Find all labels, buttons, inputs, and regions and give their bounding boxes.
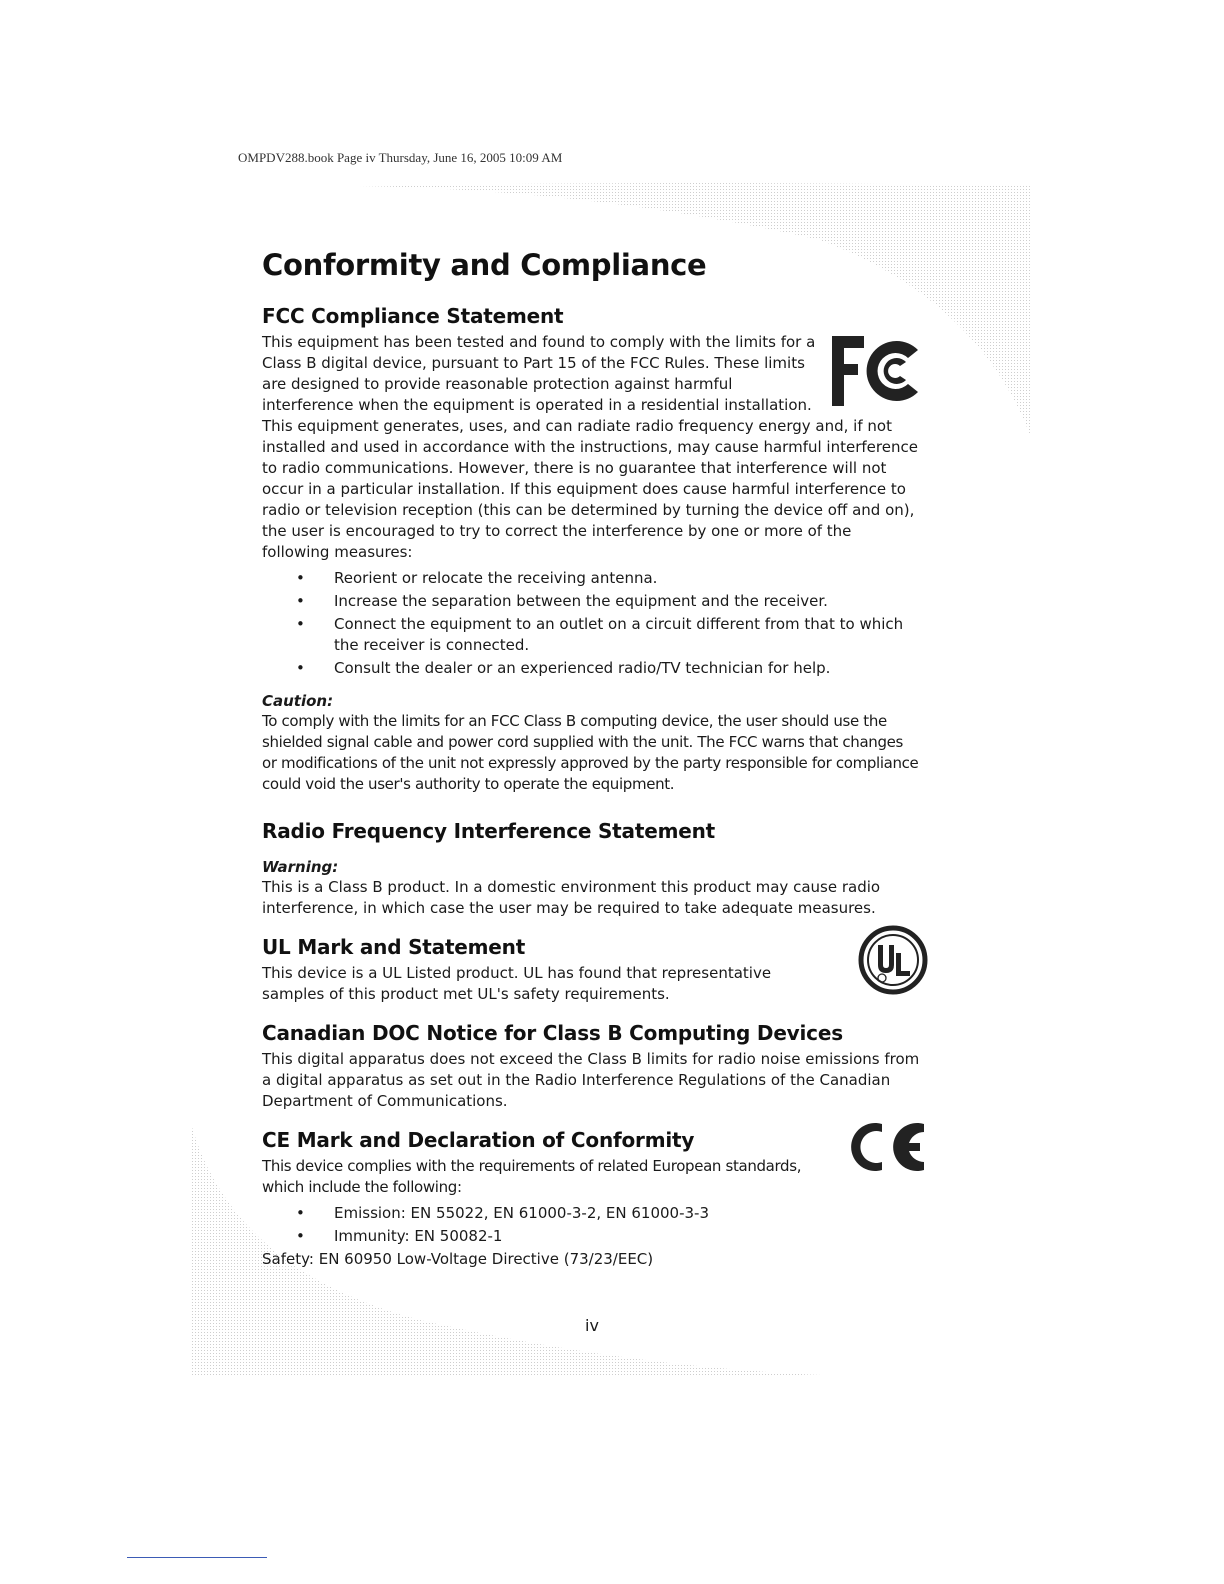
ce-safety: Safety: EN 60950 Low-Voltage Directive (73/23/EEC) [262,1250,654,1268]
doc-heading: Canadian DOC Notice for Class B Computing Devices [262,1021,843,1045]
document-body [262,248,922,1270]
page-number: iv [585,1316,599,1335]
ce-standards-list [262,1203,922,1247]
list-item: • Reorient or relocate the receiving antenna. [262,568,922,589]
fcc-measures-list [262,568,922,679]
doc-section [262,1021,922,1112]
footer-rule [127,1557,267,1558]
fcc-body: This equipment has been tested and found to comply with the limits for a Class B digital device, pursuant to Part 15 of the FCC Rules. These limits are designed to provide reasonable protection against harmful interference when the equipment is operated in a residential installation. This equipment generates, uses, and can radiate radio frequency energy and, if not installed and used in accordance with the instructions, may cause harmful interference to radio communications. However, there is no guarantee that interference will not occur in a particular installation. If this equipment does cause harmful interference to radio or television reception (this can be determined by turning the device off and on), the user is encouraged to try to correct the interference by one or more of the following measures: [262,333,918,561]
list-item: • Emission: EN 55022, EN 61000-3-2, EN 61000-3-3 [262,1203,922,1224]
fcc-logo-icon [830,332,922,410]
ce-logo-icon [850,1118,928,1176]
page-title: Conformity and Compliance [262,248,707,282]
doc-body: This digital apparatus does not exceed the Class B limits for radio noise emissions from a digital apparatus as set out in the Radio Interference Regulations of the Canadian Department of Communications. [262,1050,920,1110]
print-header: OMPDV288.book Page iv Thursday, June 16, 2005 10:09 AM [238,150,563,165]
list-item: • Consult the dealer or an experienced radio/TV technician for help. [262,658,922,679]
warning-body: This is a Class B product. In a domestic environment this product may cause radio interference, in which case the user may be required to take adequate measures. [262,878,881,917]
ce-heading: CE Mark and Declaration of Conformity [262,1128,695,1152]
caution-body: To comply with the limits for an FCC Class B computing device, the user should use the shielded signal cable and power cord supplied with the unit. The FCC warns that changes or modifications of the unit not expressly approved by the party responsible for compliance could void the user's authority to operate the equipment. [262,712,919,793]
ce-body: This device complies with the requirements of related European standards, which include the following: [262,1157,802,1196]
fcc-heading: FCC Compliance Statement [262,304,564,328]
warning-label: Warning: [262,858,339,876]
rfi-section [262,819,922,919]
ul-body: This device is a UL Listed product. UL has found that representative samples of this product met UL's safety requirements. [262,964,772,1003]
ul-section [262,935,922,1005]
list-item: • Increase the separation between the equipment and the receiver. [262,591,922,612]
rfi-heading: Radio Frequency Interference Statement [262,819,715,843]
ul-logo-icon [858,925,928,995]
ul-heading: UL Mark and Statement [262,935,526,959]
caution-label: Caution: [262,692,334,710]
fcc-section [262,304,922,795]
list-item: • Connect the equipment to an outlet on a circuit different from that to which the receiver is connected. [262,614,922,656]
ce-section [262,1128,922,1270]
list-item: • Immunity: EN 50082-1 [262,1226,922,1247]
